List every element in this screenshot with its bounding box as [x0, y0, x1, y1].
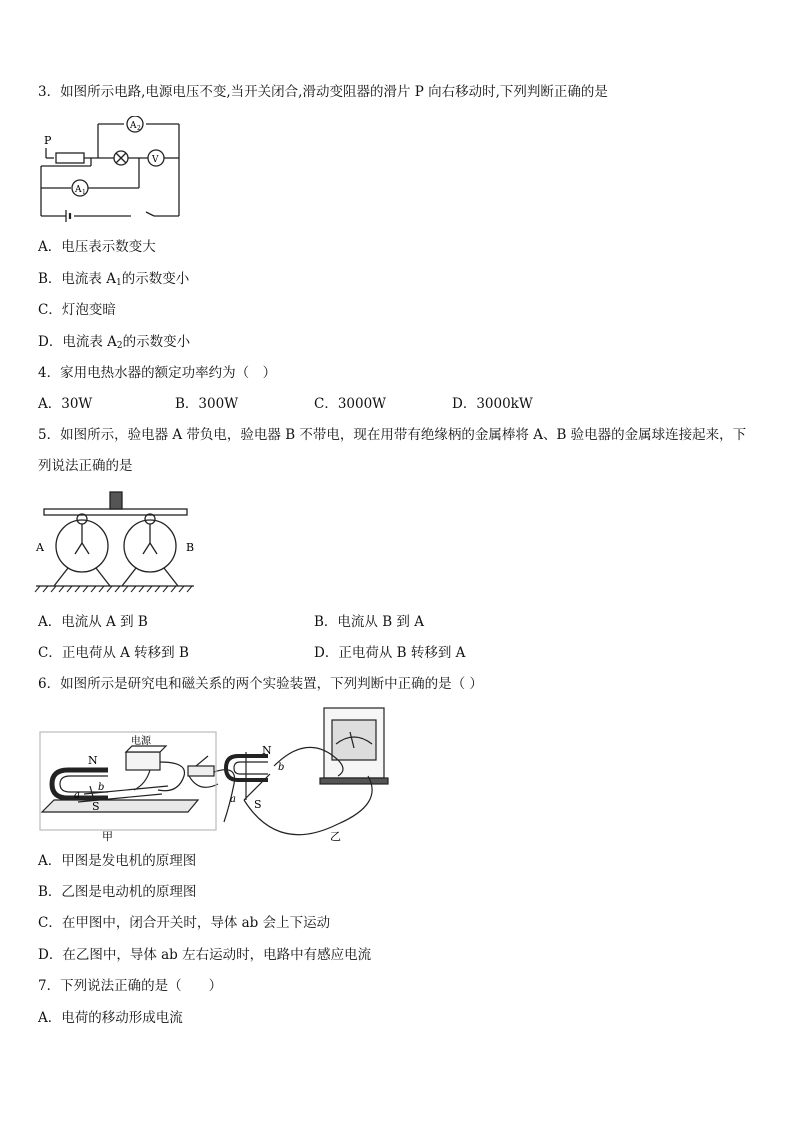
q3-circuit-diagram — [36, 116, 186, 222]
q4-option-a: A．30W — [38, 396, 93, 412]
q3-option-b: B．电流表 $A_1$的示数变小 — [38, 271, 190, 288]
q6-label-s2: S — [254, 798, 262, 811]
q6-experiment-diagram — [38, 704, 390, 844]
q3-label-v: V — [152, 155, 159, 165]
q3-label-p: P — [44, 134, 52, 147]
q6-label-n2: N — [262, 744, 272, 757]
q3-stem: 3．如图所示电路,电源电压不变,当开关闭合,滑动变阻器的滑片 P 向右移动时,下列判断正确的是 — [38, 84, 608, 100]
q5-option-c: C．正电荷从 A 转移到 B — [38, 645, 189, 661]
q5-stem-line1: 5．如图所示，验电器 A 带负电，验电器 B 不带电，现在用带有绝缘柄的金属棒将 A、B 验电器的金属球连接起来，下 — [38, 427, 747, 443]
q3-label-a1-sub: 1 — [82, 189, 86, 196]
q6-option-d: D．在乙图中，导体 ab 左右运动时，电路中有感应电流 — [38, 947, 372, 963]
q6-label-yi: 乙 — [330, 830, 341, 843]
q6-option-c: C．在甲图中，闭合开关时，导体 ab 会上下运动 — [38, 915, 331, 931]
q6-label-b1: b — [98, 782, 105, 793]
q4-option-d: D．3000kW — [452, 396, 533, 412]
q6-label-a1: a — [74, 790, 80, 801]
q3-label-a1: A — [75, 185, 82, 195]
q6-label-n1: N — [88, 754, 98, 767]
q6-label-s1: S — [92, 800, 100, 813]
q4-stem: 4．家用电热水器的额定功率约为（ ） — [38, 365, 277, 381]
q3-option-c: C．灯泡变暗 — [38, 302, 116, 318]
q5-stem-line2: 列说法正确的是 — [38, 458, 133, 474]
q5-electroscope-diagram — [34, 488, 196, 594]
q6-option-a: A．甲图是发电机的原理图 — [38, 853, 197, 869]
q5-option-d: D．正电荷从 B 转移到 A — [314, 645, 466, 661]
q5-option-a: A．电流从 A 到 B — [38, 614, 148, 630]
q3-option-a: A．电压表示数变大 — [38, 239, 156, 255]
q7-stem: 7．下列说法正确的是（ ） — [38, 978, 223, 994]
q6-label-power: 电源 — [131, 736, 151, 747]
q4-option-c: C．3000W — [314, 396, 387, 412]
q6-label-jia: 甲 — [102, 830, 113, 843]
q4-option-b: B．300W — [175, 396, 239, 412]
q5-label-b: B — [186, 541, 195, 554]
q6-label-b2: b — [278, 762, 285, 773]
q7-option-a: A．电荷的移动形成电流 — [38, 1010, 183, 1026]
q3-label-a2-sub: 2 — [137, 125, 141, 132]
q5-label-a: A — [36, 541, 44, 554]
q6-stem: 6．如图所示是研究电和磁关系的两个实验装置，下列判断中正确的是（ ） — [38, 676, 483, 692]
q6-label-a2: a — [230, 794, 236, 805]
q3-label-a2: A — [130, 121, 137, 131]
q3-option-d: D．电流表 $A_2$的示数变小 — [38, 334, 191, 351]
q6-option-b: B．乙图是电动机的原理图 — [38, 884, 197, 900]
q5-option-b: B．电流从 B 到 A — [314, 614, 424, 630]
